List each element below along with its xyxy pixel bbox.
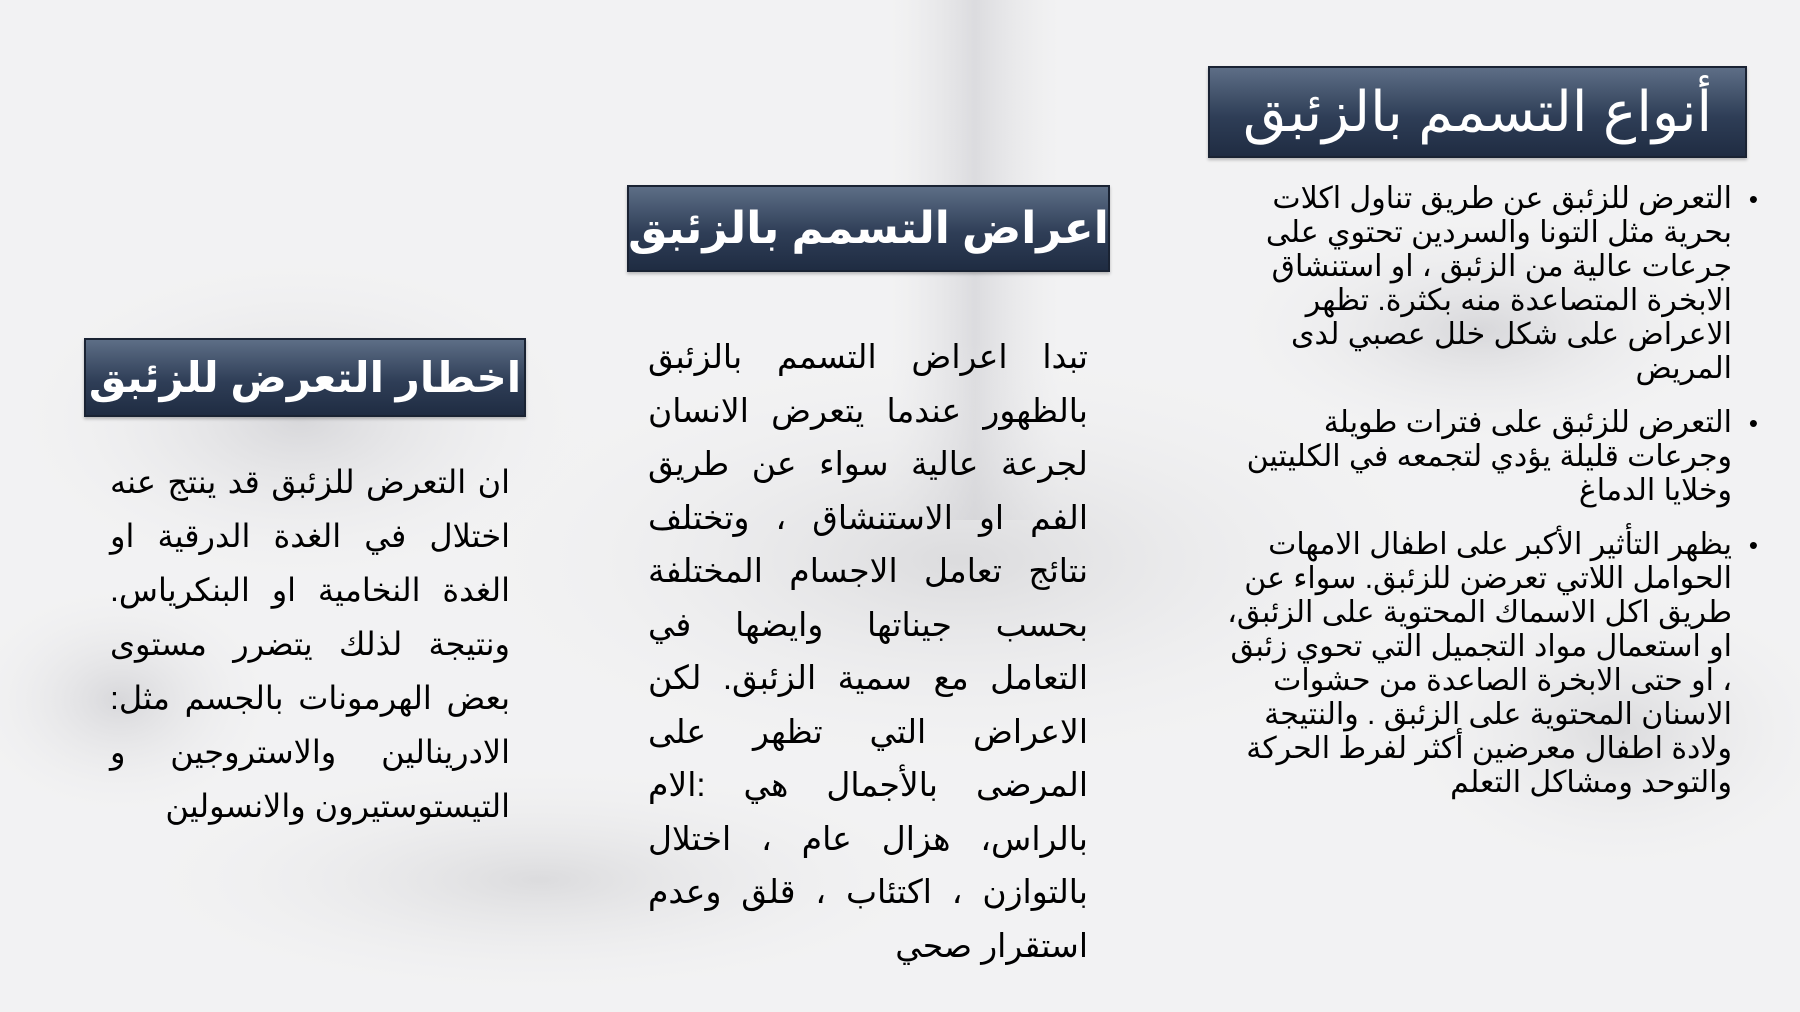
bullet-item: • يظهر التأثير الأكبر على اطفال الامهات الحوامل اللاتي تعرضن للزئبق. سواء عن طريق اكل الاسماك المحتوية على الزئبق، او استعمال مواد التجميل التي تحوي زئبق ، او حتى الابخرة الصاعدة من حشوات الاسنان المحتوية على الزئبق . والنتيجة ولادة اطفال معرضين أكثر لفرط الحركة والتوحد ومشاكل التعلم (1220, 528, 1732, 800)
title-types-text: أنواع التسمم بالزئبق (1242, 80, 1713, 143)
title-dangers (84, 338, 526, 417)
title-dangers-text: اخطار التعرض للزئبق (88, 354, 522, 401)
title-symptoms (627, 185, 1110, 272)
title-types-of-mercury-poisoning (1208, 66, 1747, 158)
dangers-paragraph: ان التعرض للزئبق قد ينتج عنه اختلال في الغدة الدرقية او الغدة النخامية او البنكرياس. ونتيجة لذلك يتضرر مستوى بعض الهرمونات بالجسم مثل: الادرينالين والاستروجين و التيستوستيرون والانسولين (110, 464, 510, 824)
bullet-item: • التعرض للزئبق عن طريق تناول اكلات بحرية مثل التونا والسردين تحتوي على جرعات عالية من الزئبق ، او استنشاق الابخرة المتصاعدة منه بكثرة. تظهر الاعراض على شكل خلل عصبي لدى المريض (1220, 182, 1732, 386)
types-bullet-list (1220, 182, 1754, 820)
symptoms-paragraph: تبدا اعراض التسمم بالزئبق بالظهور عندما يتعرض الانسان لجرعة عالية سواء عن طريق الفم او الاستنشاق ، وتختلف نتائج تعامل الاجسام المختلفة بحسب جيناتها وايضها في التعامل مع سمية الزئبق. لكن الاعراض التي تظهر على المرضى بالأجمال هي :الام بالراس، هزال عام ، اختلال بالتوازن ، اكتئاب ، قلق وعدم استقرار صحي (648, 338, 1088, 964)
title-symptoms-text: اعراض التسمم بالزئبق (628, 204, 1109, 253)
bullet-item: • التعرض للزئبق على فترات طويلة وجرعات قليلة يؤدي لتجمعه في الكليتين وخلايا الدماغ (1220, 406, 1732, 508)
